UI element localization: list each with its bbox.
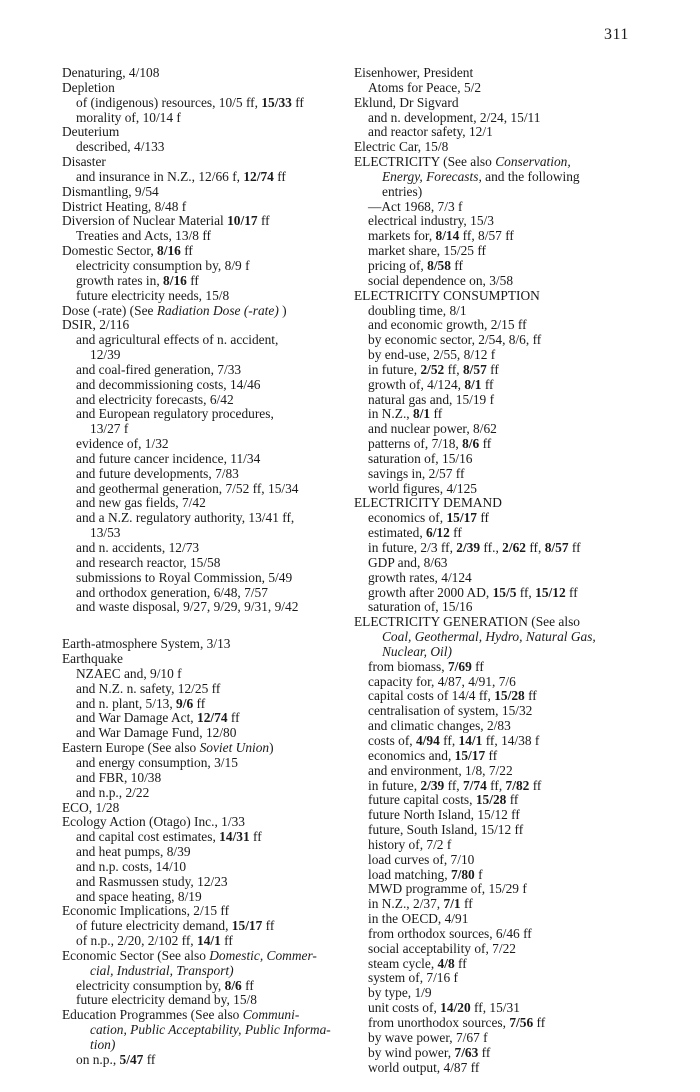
index-subentry: unit costs of, 14/20 ff, 15/31 [368,1000,520,1016]
index-subentry: electricity consumption by, 8/9 f [76,257,250,273]
index-subentry: and electricity forecasts, 6/42 [76,391,234,407]
index-subentry: on n.p., 5/47 ff [76,1051,156,1067]
index-subentry: by wave power, 7/67 f [368,1029,488,1045]
index-subentry: in future, 2/52 ff, 8/57 ff [368,361,499,377]
index-subentry: capacity for, 4/87, 4/91, 7/6 [368,673,516,689]
index-subentry: electricity consumption by, 8/6 ff [76,977,254,993]
index-column-left [62,66,352,1068]
index-subentry: in N.Z., 8/1 ff [368,406,443,422]
index-subentry: and research reactor, 15/58 [76,554,221,570]
index-heading: Eisenhower, President [354,65,474,80]
index-subentry: growth after 2000 AD, 15/5 ff, 15/12 ff [368,584,578,600]
index-heading: ELECTRICITY DEMAND [354,495,502,511]
index-subentry: market share, 15/25 ff [368,243,486,259]
index-subentry: by economic sector, 2/54, 8/6, ff [368,332,542,348]
index-subentry: of future electricity demand, 15/17 ff [76,918,275,934]
index-subentry: and economic growth, 2/15 ff [368,317,527,333]
index-subentry: growth rates, 4/124 [368,569,472,585]
index-heading: Domestic Sector, 8/16 ff [62,243,193,259]
index-subentry: and climatic changes, 2/83 [368,718,511,734]
index-subentry: and decommissioning costs, 14/46 [76,376,261,392]
index-subentry: Energy, Forecasts, and the following [382,168,580,184]
index-subentry: electrical industry, 15/3 [368,213,494,229]
index-subentry: and orthodox generation, 6/48, 7/57 [76,584,268,600]
index-heading: Depletion [62,79,115,95]
index-subentry: GDP and, 8/63 [368,554,448,570]
index-subentry: and coal-fired generation, 7/33 [76,361,242,377]
index-subentry: saturation of, 15/16 [368,450,473,466]
index-subentry: and a N.Z. regulatory authority, 13/41 ff, [76,510,295,526]
index-subentry: entries) [382,183,423,199]
index-subentry: saturation of, 15/16 [368,599,473,615]
index-subentry: markets for, 8/14 ff, 8/57 ff [368,228,514,244]
index-heading: Eastern Europe (See also Soviet Union) [62,740,274,756]
index-subentry: and energy consumption, 3/15 [76,754,238,770]
index-subentry: and n.p. costs, 14/10 [76,858,187,874]
index-subentry: and future cancer incidence, 11/34 [76,450,261,466]
index-subentry: in future, 2/3 ff, 2/39 ff., 2/62 ff, 8/57 ff [368,540,581,555]
index-subentry: centralisation of system, 15/32 [368,703,533,719]
index-subentry: natural gas and, 15/19 f [368,391,495,407]
index-subentry: pricing of, 8/58 ff [368,257,463,273]
index-subentry: by end-use, 2/55, 8/12 f [368,347,496,363]
index-subentry: and new gas fields, 7/42 [76,495,206,511]
index-subentry: patterns of, 7/18, 8/6 ff [368,436,492,452]
index-subentry: and insurance in N.Z., 12/66 f, 12/74 ff [76,168,286,184]
index-heading: ECO, 1/28 [62,799,120,815]
section-gap [62,615,352,637]
index-heading: Dose (-rate) (See Radiation Dose (-rate) ) [62,302,287,318]
index-subentry: economics and, 15/17 ff [368,747,498,763]
index-subentry: and heat pumps, 8/39 [76,844,191,860]
index-subentry: capital costs of 14/4 ff, 15/28 ff [368,688,537,704]
index-subentry: and n. accidents, 12/73 [76,540,200,555]
index-subentry: and FBR, 10/38 [76,769,162,785]
index-subentry: doubling time, 8/1 [368,302,467,318]
index-subentry: system of, 7/16 f [368,970,459,986]
index-subentry: and nuclear power, 8/62 [368,421,497,437]
index-heading: ELECTRICITY CONSUMPTION [354,287,540,303]
index-subentry: of n.p., 2/20, 2/102 ff, 14/1 ff [76,933,233,949]
index-heading: Dismantling, 9/54 [62,183,159,199]
index-heading: ELECTRICITY (See also Conservation, [354,154,571,170]
index-subentry: and space heating, 8/19 [76,888,202,904]
index-subentry: growth of, 4/124, 8/1 ff [368,376,494,392]
index-subentry: by type, 1/9 [368,985,432,1001]
index-subentry: costs of, 4/94 ff, 14/1 ff, 14/38 f [368,732,540,748]
index-heading: DSIR, 2/116 [62,317,130,333]
index-subentry: evidence of, 1/32 [76,436,169,452]
index-subentry: and waste disposal, 9/27, 9/29, 9/31, 9/42 [76,599,299,615]
index-subentry: estimated, 6/12 ff [368,525,462,541]
index-subentry: from unorthodox sources, 7/56 ff [368,1015,546,1030]
index-heading: Denaturing, 4/108 [62,65,160,80]
index-heading: Electric Car, 15/8 [354,139,449,155]
index-subentry: 13/27 f [90,421,129,437]
index-subentry: Atoms for Peace, 5/2 [368,79,482,95]
index-subentry: cial, Industrial, Transport) [90,962,234,978]
index-subentry: Treaties and Acts, 13/8 ff [76,228,212,244]
index-heading: Eklund, Dr Sigvard [354,94,459,110]
index-heading: Disaster [62,154,106,170]
index-subentry: savings in, 2/57 ff [368,465,465,481]
page-number: 311 [604,26,629,43]
index-heading: Education Programmes (See also Communi- [62,1007,300,1023]
index-subentry: and War Damage Fund, 12/80 [76,725,237,741]
index-heading: Ecology Action (Otago) Inc., 1/33 [62,814,245,830]
index-subentry: and agricultural effects of n. accident, [76,332,279,348]
index-subentry: and n. plant, 5/13, 9/6 ff [76,695,206,711]
index-heading: Earth-atmosphere System, 3/13 [62,636,231,652]
index-heading: ELECTRICITY GENERATION (See also [354,614,580,630]
index-subentry: future capital costs, 15/28 ff [368,792,519,808]
index-subentry: in future, 2/39 ff, 7/74 ff, 7/82 ff [368,777,542,793]
index-subentry: from biomass, 7/69 ff [368,658,484,674]
index-subentry: and War Damage Act, 12/74 ff [76,710,240,726]
index-subentry: and reactor safety, 12/1 [368,124,493,140]
index-subentry: tion) [90,1037,116,1052]
index-subentry: —Act 1968, 7/3 f [368,198,463,214]
index-subentry: history of, 7/2 f [368,836,452,852]
index-subentry: cation, Public Acceptability, Public Informa- [90,1022,331,1038]
index-subentry: from orthodox sources, 6/46 ff [368,925,532,941]
index-subentry: submissions to Royal Commission, 5/49 [76,569,293,585]
index-subentry: and European regulatory procedures, [76,406,274,422]
index-heading: Economic Implications, 2/15 ff [62,903,230,919]
index-subentry: by wind power, 7/63 ff [368,1044,491,1060]
index-subentry: and environment, 1/8, 7/22 [368,762,513,778]
index-subentry: in N.Z., 2/37, 7/1 ff [368,896,473,912]
index-subentry: and capital cost estimates, 14/31 ff [76,829,262,845]
index-heading: Deuterium [62,124,120,140]
index-subentry: social dependence on, 3/58 [368,272,514,288]
index-subentry: and Rasmussen study, 12/23 [76,873,228,889]
index-subentry: morality of, 10/14 f [76,109,181,125]
index-subentry: and future developments, 7/83 [76,465,239,481]
index-subentry: load curves of, 7/10 [368,851,475,867]
index-subentry: economics of, 15/17 ff [368,510,490,526]
index-subentry: and n. development, 2/24, 15/11 [368,109,541,125]
index-subentry: NZAEC and, 9/10 f [76,665,182,681]
index-subentry: of (indigenous) resources, 10/5 ff, 15/33 ff [76,94,304,110]
index-subentry: and n.p., 2/22 [76,784,150,800]
index-subentry: future North Island, 15/12 ff [368,807,520,823]
index-subentry: load matching, 7/80 f [368,866,483,882]
index-subentry: 13/53 [90,525,121,541]
index-subentry: 12/39 [90,347,121,363]
index-subentry: described, 4/133 [76,139,165,155]
index-subentry: Nuclear, Oil) [382,643,452,659]
index-heading: District Heating, 8/48 f [62,198,187,214]
index-subentry: future, South Island, 15/12 ff [368,822,524,838]
index-heading: Earthquake [62,651,123,667]
index-column-right [354,66,636,1075]
index-subentry: social acceptability of, 7/22 [368,940,516,956]
index-subentry: world figures, 4/125 [368,480,477,496]
index-subentry: Coal, Geothermal, Hydro, Natural Gas, [382,629,596,645]
index-subentry: and geothermal generation, 7/52 ff, 15/34 [76,480,299,496]
index-subentry: world output, 4/87 ff [368,1059,480,1075]
index-subentry: future electricity demand by, 15/8 [76,992,257,1008]
index-heading: Diversion of Nuclear Material 10/17 ff [62,213,270,229]
index-subentry: growth rates in, 8/16 ff [76,272,199,288]
index-subentry: future electricity needs, 15/8 [76,287,230,303]
index-subentry: steam cycle, 4/8 ff [368,955,467,971]
index-subentry: and N.Z. n. safety, 12/25 ff [76,680,221,696]
index-heading: Economic Sector (See also Domestic, Commer- [62,947,317,963]
index-subentry: in the OECD, 4/91 [368,911,469,927]
index-subentry: MWD programme of, 15/29 f [368,881,527,897]
